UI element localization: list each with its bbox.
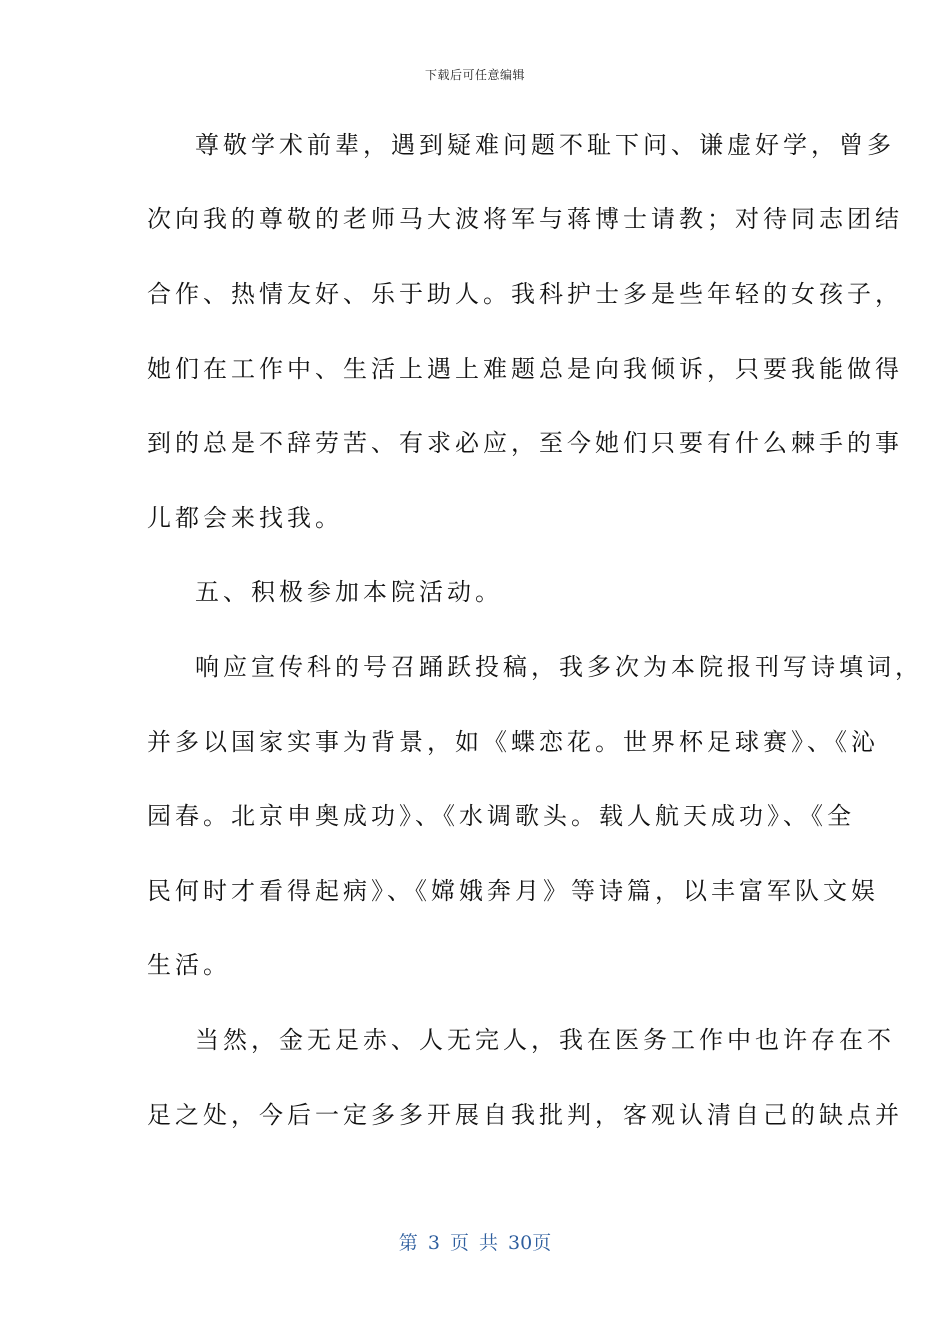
text-line-6: 儿都会来找我。	[147, 504, 343, 532]
text-line-9: 并多以国家实事为背景，如《蝶恋花。世界杯足球赛》、《沁	[147, 728, 879, 756]
page-header: 下载后可任意编辑	[424, 68, 525, 82]
text-line-8: 响应宣传科的号召踊跃投稿，我多次为本院报刊写诗填词，	[195, 653, 923, 681]
text-line-2: 次向我的尊敬的老师马大波将军与蒋博士请教；对待同志团结	[147, 205, 903, 233]
text-line-3: 合作、热情友好、乐于助人。我科护士多是些年轻的女孩子，	[147, 280, 903, 308]
text-line-4: 她们在工作中、生活上遇上难题总是向我倾诉，只要我能做得	[147, 355, 903, 383]
text-line-14: 足之处，今后一定多多开展自我批判，客观认清自己的缺点并	[147, 1101, 903, 1129]
text-line-1: 尊敬学术前辈，遇到疑难问题不耻下问、谦虚好学，曾多	[195, 131, 895, 159]
text-line-12: 生活。	[147, 951, 231, 979]
section-heading: 五、积极参加本院活动。	[195, 578, 503, 606]
text-line-10: 园春。北京申奥成功》、《水调歌头。载人航天成功》、《全	[147, 802, 855, 830]
text-line-13: 当然，金无足赤、人无完人，我在医务工作中也许存在不	[195, 1026, 895, 1054]
page-number-footer: 第 3 页 共 30页	[398, 1232, 552, 1254]
text-line-11: 民何时才看得起病》、《嫦娥奔月》等诗篇，以丰富军队文娱	[147, 877, 879, 905]
text-line-5: 到的总是不辞劳苦、有求必应，至今她们只要有什么棘手的事	[147, 429, 903, 457]
